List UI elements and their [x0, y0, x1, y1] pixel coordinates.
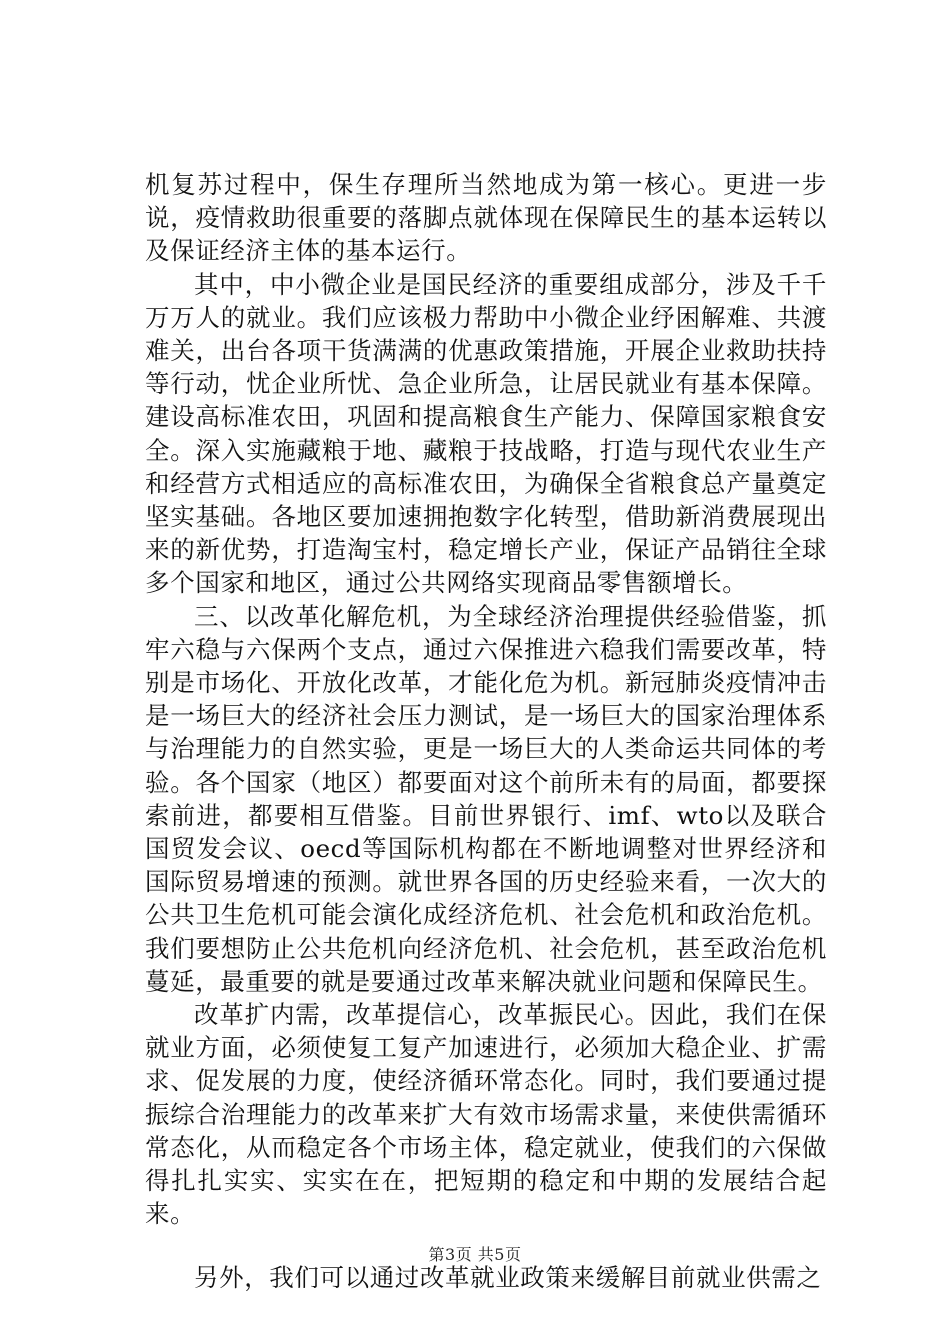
paragraph-1: 机复苏过程中，保生存理所当然地成为第一核心。更进一步说，疫情救助很重要的落脚点就体现在保障民生的基本运转以及保证经济主体的基本运行。 — [145, 170, 827, 266]
paragraph-3: 三、以改革化解危机，为全球经济治理提供经验借鉴，抓牢六稳与六保两个支点，通过六保推进六稳我们需要改革，特别是市场化、开放化改革，才能化危为机。新冠肺炎疫情冲击是一场巨大的经济社会压力测试，是一场巨大的国家治理体系与治理能力的自然实验，更是一场巨大的人类命运共同体的考验。各个国家（地区）都要面对这个前所未有的局面，都要探索前进，都要相互借鉴。目前世界银行、imf、wto以及联合国贸发会议、oecd等国际机构都在不断地调整对世界经济和国际贸易增速的预测。就世界各国的历史经验来看，一次大的公共卫生危机可能会演化成经济危机、社会危机和政治危机。我们要想防止公共危机向经济危机、社会危机，甚至政治危机蔓延，最重要的就是要通过改革来解决就业问题和保障民生。 — [145, 601, 827, 996]
paragraph-5: 另外，我们可以通过改革就业政策来缓解目前就业供需之 — [194, 1262, 822, 1292]
paragraph-2: 其中，中小微企业是国民经济的重要组成部分，涉及千千万万人的就业。我们应该极力帮助中小微企业纾困解难、共渡难关，出台各项干货满满的优惠政策措施，开展企业救助扶持等行动，忧企业所忧、急企业所急，让居民就业有基本保障。建设高标准农田，巩固和提高粮食生产能力、保障国家粮食安全。深入实施藏粮于地、藏粮于技战略，打造与现代农业生产和经营方式相适应的高标准农田，为确保全省粮食总产量奠定坚实基础。各地区要加速拥抱数字化转型，借助新消费展现出来的新优势，打造淘宝村，稳定增长产业，保证产品销往全球多个国家和地区，通过公共网络实现商品零售额增长。 — [145, 269, 827, 598]
page-footer: 第3页 共5页 — [428, 1245, 522, 1264]
paragraph-4: 改革扩内需，改革提信心，改革振民心。因此，我们在保就业方面，必须使复工复产加速进行，必须加大稳企业、扩需求、促发展的力度，使经济循环常态化。同时，我们要通过提振综合治理能力的改革来扩大有效市场需求量，来使供需循环常态化，从而稳定各个市场主体，稳定就业，使我们的六保做得扎扎实实、实实在在，把短期的稳定和中期的发展结合起来。 — [145, 1000, 827, 1229]
body-text — [145, 168, 827, 1294]
